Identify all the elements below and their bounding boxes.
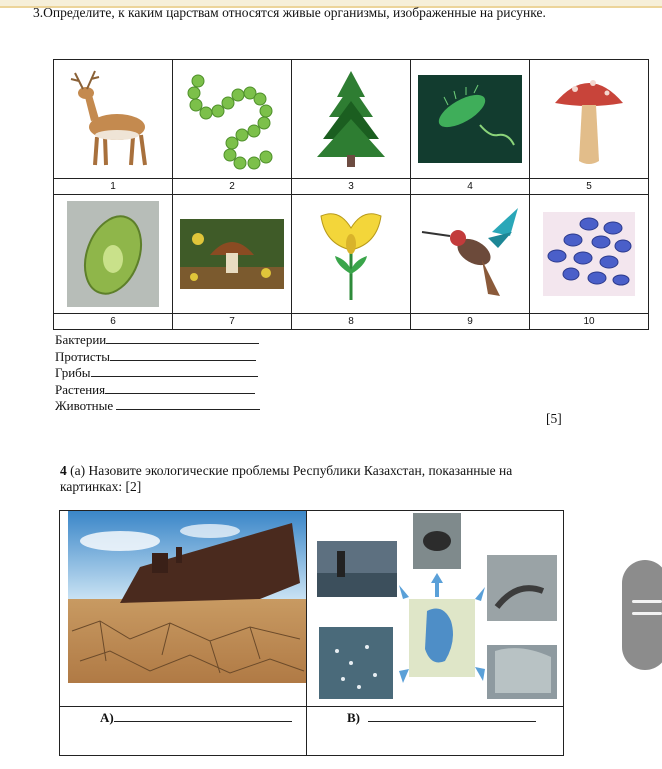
answer-blank-b[interactable] xyxy=(368,710,536,722)
organism-number-4: 4 xyxy=(411,179,530,195)
caspian-pollution-collage-image xyxy=(307,511,563,701)
blue-cocci-image xyxy=(543,212,635,296)
question-4-number: 4 xyxy=(60,463,67,478)
answer-cell-b xyxy=(307,707,564,756)
answer-blank-plants[interactable] xyxy=(105,382,255,394)
organism-cell-10 xyxy=(530,195,649,314)
flagellate-bacterium-image xyxy=(418,75,522,163)
hummingbird-image xyxy=(418,202,522,306)
answer-row-plants xyxy=(55,382,260,399)
answer-row-animals xyxy=(55,398,260,415)
organisms-table xyxy=(53,59,649,330)
organism-cell-1 xyxy=(54,60,173,179)
organism-cell-5 xyxy=(530,60,649,179)
kingdom-label-protists: Протисты xyxy=(55,348,111,364)
organism-number-3: 3 xyxy=(292,179,411,195)
ecology-image-cell-a xyxy=(60,511,307,707)
organism-number-9: 9 xyxy=(411,314,530,330)
ecology-problems-table xyxy=(59,510,564,756)
answer-blank-bacteria[interactable] xyxy=(106,332,259,344)
forest-mushroom-image xyxy=(180,219,284,289)
ecology-image-cell-b xyxy=(307,511,564,707)
organism-number-7: 7 xyxy=(173,314,292,330)
deer-image xyxy=(61,67,165,171)
paramecium-image xyxy=(67,201,159,307)
answer-row-bacteria xyxy=(55,332,260,349)
question-3-title: 3.Определите, к каким царствам относятся живые организмы, изображенные на рисунке. xyxy=(33,5,546,20)
spruce-tree-image xyxy=(311,67,391,171)
kingdom-label-fungi: Грибы xyxy=(55,365,91,380)
organism-cell-3 xyxy=(292,60,411,179)
organism-number-8: 8 xyxy=(292,314,411,330)
answer-label-b: В) xyxy=(347,710,360,725)
organism-number-6: 6 xyxy=(54,314,173,330)
answer-blank-a[interactable] xyxy=(114,710,292,722)
kingdom-label-animals: Животные xyxy=(55,398,114,413)
answer-row-protists xyxy=(55,349,260,366)
kingdom-label-plants: Растения xyxy=(55,381,106,397)
organism-cell-6 xyxy=(54,195,173,314)
handle-line-icon xyxy=(632,612,662,615)
bacteria-chain-image xyxy=(180,67,284,171)
organism-number-10: 10 xyxy=(530,314,649,330)
organism-cell-4 xyxy=(411,60,530,179)
organism-cell-8 xyxy=(292,195,411,314)
handle-line-icon xyxy=(632,600,662,603)
organism-cell-2 xyxy=(173,60,292,179)
organism-number-2: 2 xyxy=(173,179,292,195)
organism-cell-9 xyxy=(411,195,530,314)
aral-sea-ship-image xyxy=(60,511,306,701)
kingdom-label-bacteria: Бактерии xyxy=(55,332,107,347)
kingdom-answer-lines xyxy=(55,332,260,415)
question-3-score: [5] xyxy=(546,411,562,426)
question-4-prompt: (а) Назовите экологические проблемы Республики Казахстан, показанные на картинках: [2] xyxy=(60,463,513,494)
organism-number-1: 1 xyxy=(54,179,173,195)
organism-cell-7 xyxy=(173,195,292,314)
answer-cell-a xyxy=(60,707,307,756)
question-4-text xyxy=(60,463,560,495)
mushroom-image xyxy=(549,69,629,169)
scroll-handle[interactable] xyxy=(622,560,662,670)
yellow-flower-image xyxy=(311,204,391,304)
organism-number-5: 5 xyxy=(530,179,649,195)
answer-blank-animals[interactable] xyxy=(116,398,260,410)
answer-label-a: А) xyxy=(100,710,114,725)
answer-row-fungi xyxy=(55,365,260,382)
answer-blank-protists[interactable] xyxy=(110,349,256,361)
answer-blank-fungi[interactable] xyxy=(91,365,258,377)
